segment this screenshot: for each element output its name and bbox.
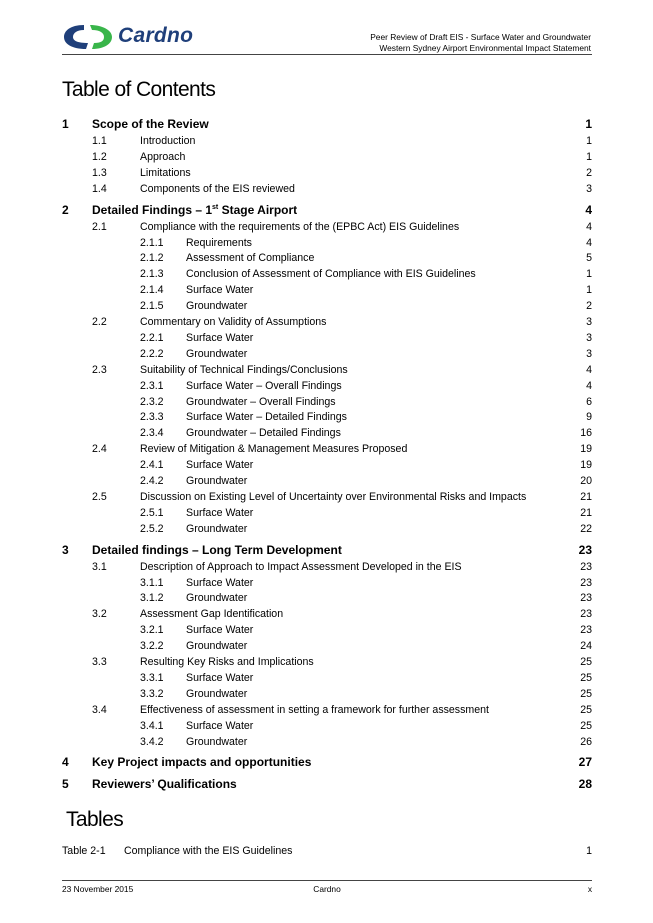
toc-entry-3-2-2[interactable] bbox=[62, 638, 592, 654]
toc-entry-2-4-2[interactable] bbox=[62, 473, 592, 489]
toc-entry-2-1-2[interactable] bbox=[62, 250, 592, 266]
toc-entry-page: 4 bbox=[586, 379, 592, 392]
toc-entry-number: 3.1 bbox=[92, 560, 107, 573]
toc-entry-1[interactable] bbox=[62, 115, 592, 133]
toc-entry-number: 2.2.1 bbox=[140, 331, 164, 344]
toc-entry-number: 2.5 bbox=[92, 490, 107, 503]
toc-entry-page: 5 bbox=[586, 252, 592, 265]
toc-entry-title-text: Reviewers’ Qualifications bbox=[92, 777, 237, 792]
page-header bbox=[0, 0, 653, 60]
toc-entry-title-text: Surface Water bbox=[186, 671, 254, 684]
toc-entry-page: 3 bbox=[586, 347, 592, 360]
toc-entry-title bbox=[186, 473, 247, 489]
toc-entry-number: 2.3 bbox=[92, 363, 107, 376]
toc-entry-2-5[interactable] bbox=[62, 489, 592, 505]
toc-entry-page: 19 bbox=[580, 459, 592, 472]
cardno-logo-mark-icon bbox=[62, 22, 116, 52]
toc-entry-number: 2.1.2 bbox=[140, 252, 164, 265]
toc-entry-3[interactable] bbox=[62, 541, 592, 559]
toc-entry-title-text: Approach bbox=[140, 150, 186, 163]
toc-entry-title bbox=[186, 394, 336, 410]
toc-entry-title bbox=[92, 115, 209, 133]
toc-entry-page: 23 bbox=[578, 542, 592, 557]
table-entry-title: Compliance with the EIS Guidelines bbox=[124, 845, 293, 857]
toc-entry-page: 19 bbox=[580, 443, 592, 456]
toc-entry-title bbox=[186, 734, 247, 750]
toc-entry-2-1-5[interactable] bbox=[62, 298, 592, 314]
toc-entry-title-text: Detailed findings – Long Term Development bbox=[92, 542, 342, 557]
toc-entry-number: 1.2 bbox=[92, 150, 107, 163]
toc-entry-title bbox=[92, 775, 237, 793]
footer-date: 23 November 2015 bbox=[62, 884, 134, 894]
toc-entry-title-text: Description of Approach to Impact Assessment Developed in the EIS bbox=[140, 560, 462, 573]
toc-entry-2-5-2[interactable] bbox=[62, 521, 592, 537]
toc-entry-title-text: Compliance with the requirements of the (EPBC Act) EIS Guidelines bbox=[140, 220, 460, 233]
toc-entry-page: 1 bbox=[585, 117, 592, 131]
toc-entry-2-2[interactable] bbox=[62, 314, 592, 330]
toc-entry-title-text: Assessment Gap Identification bbox=[140, 608, 284, 621]
toc-entry-title bbox=[140, 314, 326, 330]
toc-entry-page: 27 bbox=[578, 755, 592, 770]
toc-entry-title bbox=[186, 505, 253, 521]
toc-entry-3-1-2[interactable] bbox=[62, 590, 592, 606]
toc-entry-page: 16 bbox=[580, 427, 592, 440]
toc-entry-title-text: Groundwater bbox=[186, 522, 248, 535]
toc-entry-title-text: Surface Water – Detailed Findings bbox=[186, 411, 347, 424]
toc-entry-3-3[interactable] bbox=[62, 654, 592, 670]
toc-entry-title bbox=[186, 330, 253, 346]
toc-entry-2-4-1[interactable] bbox=[62, 457, 592, 473]
toc-entry-page: 28 bbox=[578, 777, 592, 792]
toc-entry-title bbox=[186, 670, 253, 686]
page-footer bbox=[62, 883, 592, 895]
toc-entry-4[interactable] bbox=[62, 753, 592, 771]
toc-entry-number: 2.3.2 bbox=[140, 395, 164, 408]
toc-entry-number: 3.4.1 bbox=[140, 719, 164, 732]
toc-entry-title bbox=[140, 441, 407, 457]
toc-entry-title bbox=[186, 409, 347, 425]
toc-entry-title bbox=[140, 133, 195, 149]
toc-entry-number: 2.2 bbox=[92, 316, 107, 328]
toc-entry-title-text: Assessment of Compliance bbox=[186, 252, 315, 265]
toc-entry-number: 3.2.2 bbox=[140, 640, 164, 653]
toc-entry-title-text: Effectiveness of assessment in setting a framework for further assessment bbox=[140, 703, 489, 716]
toc-entry-title-text: Limitations bbox=[140, 166, 191, 179]
toc-entry-page: 21 bbox=[580, 490, 592, 503]
toc-entry-number: 2.3.1 bbox=[140, 379, 164, 392]
toc-entry-3-2[interactable] bbox=[62, 606, 592, 622]
toc-entry-title-text: Groundwater bbox=[186, 592, 248, 605]
toc-entry-number: 2.1.5 bbox=[140, 300, 164, 313]
toc-entry-number: 1.3 bbox=[92, 166, 107, 179]
toc-entry-page: 26 bbox=[580, 735, 592, 748]
toc-entry-page: 25 bbox=[580, 719, 592, 732]
header-line-1: Peer Review of Draft EIS - Surface Water and Groundwater bbox=[370, 32, 591, 42]
footer-company: Cardno bbox=[313, 884, 341, 894]
toc-entry-number: 3.4 bbox=[92, 703, 107, 716]
toc-entry-title bbox=[140, 702, 489, 718]
toc-entry-2-3-3[interactable] bbox=[62, 409, 592, 425]
toc-entry-title-text: Discussion on Existing Level of Uncertainty over Environmental Risks and Impacts bbox=[140, 490, 527, 503]
toc-entry-page: 23 bbox=[580, 560, 592, 573]
toc-entry-title-text: Surface Water bbox=[186, 331, 254, 344]
toc-entry-title bbox=[92, 753, 311, 771]
toc-entry-2-3[interactable] bbox=[62, 362, 592, 378]
toc-entry-title-superscript: st bbox=[212, 203, 219, 211]
toc-entry-number: 2.5.2 bbox=[140, 522, 164, 535]
toc-entry-title bbox=[186, 686, 247, 702]
toc-entry-number: 2.1.4 bbox=[140, 284, 164, 297]
toc-entry-page: 4 bbox=[586, 363, 592, 376]
toc-entry-number: 5 bbox=[62, 777, 69, 792]
toc-entry-title bbox=[140, 219, 459, 235]
toc-entry-title-text: Surface Water – Overall Findings bbox=[186, 379, 342, 392]
toc-entry-3-2-1[interactable] bbox=[62, 622, 592, 638]
toc-entry-number: 3.1.1 bbox=[140, 576, 164, 589]
toc-entry-2-3-2[interactable] bbox=[62, 394, 592, 410]
toc-entry-title-text: Surface Water bbox=[186, 576, 254, 589]
toc-entry-title bbox=[92, 201, 297, 219]
toc-entry-title bbox=[186, 378, 342, 394]
toc-entry-page: 6 bbox=[586, 395, 592, 408]
toc-entry-1-1[interactable] bbox=[62, 133, 592, 149]
toc-entry-number: 2.3.3 bbox=[140, 411, 164, 424]
toc-entry-title-text: Surface Water bbox=[186, 284, 254, 297]
toc-entry-title bbox=[140, 606, 283, 622]
toc-entry-number: 1.4 bbox=[92, 182, 107, 195]
toc-entry-number: 2.1 bbox=[92, 220, 107, 233]
toc-heading: Table of Contents bbox=[62, 78, 216, 101]
toc-entry-title-text: Review of Mitigation & Management Measures Proposed bbox=[140, 443, 408, 456]
toc-entry-number: 3.3 bbox=[92, 656, 107, 668]
toc-entry-page: 4 bbox=[586, 236, 592, 249]
toc-entry-3-1-1[interactable] bbox=[62, 575, 592, 591]
toc-entry-title-text: Requirements bbox=[186, 236, 252, 249]
toc-entry-title bbox=[186, 298, 247, 314]
toc-entry-2-4[interactable] bbox=[62, 441, 592, 457]
toc-entry-title bbox=[186, 457, 253, 473]
toc-entry-1-2[interactable] bbox=[62, 149, 592, 165]
toc-entry-5[interactable] bbox=[62, 775, 592, 793]
toc-entry-2-1-3[interactable] bbox=[62, 266, 592, 282]
toc-entry-title bbox=[186, 622, 253, 638]
toc-entry-title-text: Groundwater bbox=[186, 300, 248, 313]
toc-entry-page: 1 bbox=[586, 135, 592, 147]
toc-entry-title bbox=[186, 266, 476, 282]
toc-entry-2-5-1[interactable] bbox=[62, 505, 592, 521]
toc-entry-page: 25 bbox=[580, 656, 592, 668]
toc-entry-title bbox=[186, 521, 247, 537]
toc-entry-2[interactable] bbox=[62, 201, 592, 219]
toc-entry-title bbox=[186, 575, 253, 591]
toc-entry-title bbox=[140, 149, 185, 165]
toc-entry-title-text: Groundwater bbox=[186, 687, 248, 700]
toc-entry-3-3-2[interactable] bbox=[62, 686, 592, 702]
toc-entry-page: 2 bbox=[586, 166, 592, 179]
header-line-2: Western Sydney Airport Environmental Impact Statement bbox=[379, 43, 591, 53]
toc-entry-page: 24 bbox=[580, 640, 592, 653]
toc-entry-number: 3.1.2 bbox=[140, 592, 164, 605]
toc-entry-title bbox=[92, 541, 342, 559]
toc-entry-title bbox=[140, 654, 314, 670]
toc-entry-title-text: Conclusion of Assessment of Compliance with EIS Guidelines bbox=[186, 268, 476, 281]
toc-entry-page: 22 bbox=[580, 522, 592, 535]
toc-entry-page: 25 bbox=[580, 703, 592, 716]
toc-entry-title-text: Resulting Key Risks and Implications bbox=[140, 656, 314, 668]
toc-entry-title-text: Groundwater – Overall Findings bbox=[186, 395, 336, 408]
toc-entry-number: 3.4.2 bbox=[140, 735, 164, 748]
table-entry-number: Table 2-1 bbox=[62, 845, 106, 857]
toc-entry-title-text: Scope of the Review bbox=[92, 117, 209, 131]
toc-entry-title bbox=[140, 362, 348, 378]
toc-entry-2-1[interactable] bbox=[62, 219, 592, 235]
toc-entry-page: 3 bbox=[586, 331, 592, 344]
toc-entry-2-3-1[interactable] bbox=[62, 378, 592, 394]
cardno-logo bbox=[62, 22, 212, 52]
toc-entry-page: 21 bbox=[580, 506, 592, 519]
footer-page-number: x bbox=[587, 884, 592, 894]
toc-entry-3-4-1[interactable] bbox=[62, 718, 592, 734]
toc-entry-page: 20 bbox=[580, 475, 592, 487]
toc-entry-2-1-4[interactable] bbox=[62, 282, 592, 298]
toc-entry-title bbox=[186, 282, 253, 298]
toc-entry-title bbox=[186, 235, 252, 251]
toc-entry-2-2-2[interactable] bbox=[62, 346, 592, 362]
toc-entry-3-3-1[interactable] bbox=[62, 670, 592, 686]
toc-entry-title-text: Surface Water bbox=[186, 459, 254, 472]
toc-entry-page: 1 bbox=[586, 284, 592, 297]
toc-entry-page: 23 bbox=[580, 576, 592, 589]
toc-entry-page: 25 bbox=[580, 671, 592, 684]
toc-entry-1-4[interactable] bbox=[62, 181, 592, 197]
toc-entry-title-text: Key Project impacts and opportunities bbox=[92, 755, 312, 770]
toc-entry-title bbox=[186, 346, 247, 362]
header-divider bbox=[62, 54, 592, 55]
toc-entry-title-text: Commentary on Validity of Assumptions bbox=[140, 316, 327, 328]
logo-wordmark: Cardno bbox=[118, 24, 194, 47]
toc-entry-title-text: Components of the EIS reviewed bbox=[140, 182, 295, 195]
toc-entry-number: 4 bbox=[62, 755, 69, 770]
toc-entry-page: 3 bbox=[586, 182, 592, 195]
toc-entry-page: 1 bbox=[586, 150, 592, 163]
toc-entry-title-text: Surface Water bbox=[186, 624, 254, 637]
toc-entry-2-3-4[interactable] bbox=[62, 425, 592, 441]
toc-entry-title-suffix: Stage Airport bbox=[218, 202, 298, 217]
toc-entry-number: 2.4 bbox=[92, 443, 107, 456]
toc-entry-title-text: Groundwater bbox=[186, 735, 248, 748]
toc-entry-title-text: Detailed Findings – 1 bbox=[92, 202, 213, 217]
toc-entry-1-3[interactable] bbox=[62, 165, 592, 181]
toc-entry-title-text: Surface Water bbox=[186, 719, 254, 732]
toc-entry-2-1-1[interactable] bbox=[62, 235, 592, 251]
toc-entry-number: 2.1.1 bbox=[140, 236, 164, 249]
toc-entry-number: 2.5.1 bbox=[140, 506, 164, 519]
toc-entry-title-text: Groundwater bbox=[186, 347, 248, 360]
toc-entry-2-2-1[interactable] bbox=[62, 330, 592, 346]
table-entry-page: 1 bbox=[586, 845, 592, 857]
toc-entry-3-1[interactable] bbox=[62, 559, 592, 575]
toc-entry-title bbox=[186, 718, 253, 734]
toc-entry-number: 3 bbox=[62, 542, 69, 557]
toc-entry-page: 3 bbox=[586, 316, 592, 328]
toc-entry-page: 2 bbox=[586, 300, 592, 313]
toc-entry-number: 2.2.2 bbox=[140, 347, 164, 360]
toc-entry-number: 2.1.3 bbox=[140, 268, 164, 281]
toc-entry-number: 3.3.2 bbox=[140, 687, 164, 700]
toc-entry-title bbox=[140, 165, 191, 181]
toc-entry-title bbox=[186, 638, 247, 654]
toc-entry-title bbox=[186, 425, 341, 441]
toc-entry-title-text: Introduction bbox=[140, 135, 196, 147]
toc-entry-title-text: Groundwater – Detailed Findings bbox=[186, 427, 341, 440]
tables-heading: Tables bbox=[66, 808, 124, 831]
toc-entry-title bbox=[140, 559, 462, 575]
toc-entry-title bbox=[186, 590, 247, 606]
toc-entry-page: 4 bbox=[586, 220, 592, 233]
header-document-title bbox=[370, 32, 591, 54]
table-list-entry[interactable] bbox=[62, 843, 592, 859]
toc-entry-title-text: Surface Water bbox=[186, 506, 254, 519]
toc-entry-3-4-2[interactable] bbox=[62, 734, 592, 750]
toc-entry-page: 4 bbox=[585, 202, 592, 217]
toc-entry-title bbox=[140, 181, 295, 197]
toc-entry-title bbox=[140, 489, 526, 505]
toc-entry-title-text: Suitability of Technical Findings/Conclusions bbox=[140, 363, 348, 376]
toc-entry-title bbox=[186, 250, 314, 266]
toc-entry-number: 3.2 bbox=[92, 608, 107, 621]
toc-entry-number: 3.2.1 bbox=[140, 624, 164, 637]
toc-entry-number: 1.1 bbox=[92, 135, 107, 147]
toc-entry-page: 25 bbox=[580, 687, 592, 700]
toc-entry-number: 3.3.1 bbox=[140, 671, 164, 684]
toc-entry-title-text: Groundwater bbox=[186, 475, 248, 487]
toc-entry-page: 1 bbox=[586, 268, 592, 281]
toc-entry-page: 23 bbox=[580, 624, 592, 637]
toc-entry-number: 2.3.4 bbox=[140, 427, 164, 440]
toc-entry-number: 2.4.2 bbox=[140, 475, 164, 487]
toc-entry-page: 23 bbox=[580, 592, 592, 605]
toc-entry-page: 23 bbox=[580, 608, 592, 621]
toc-entry-page: 9 bbox=[586, 411, 592, 424]
footer-divider bbox=[62, 880, 592, 881]
toc-entry-number: 1 bbox=[62, 117, 69, 131]
toc-entry-3-4[interactable] bbox=[62, 702, 592, 718]
toc-entry-number: 2 bbox=[62, 202, 69, 217]
toc-entry-title-text: Groundwater bbox=[186, 640, 248, 653]
toc-entry-number: 2.4.1 bbox=[140, 459, 164, 472]
